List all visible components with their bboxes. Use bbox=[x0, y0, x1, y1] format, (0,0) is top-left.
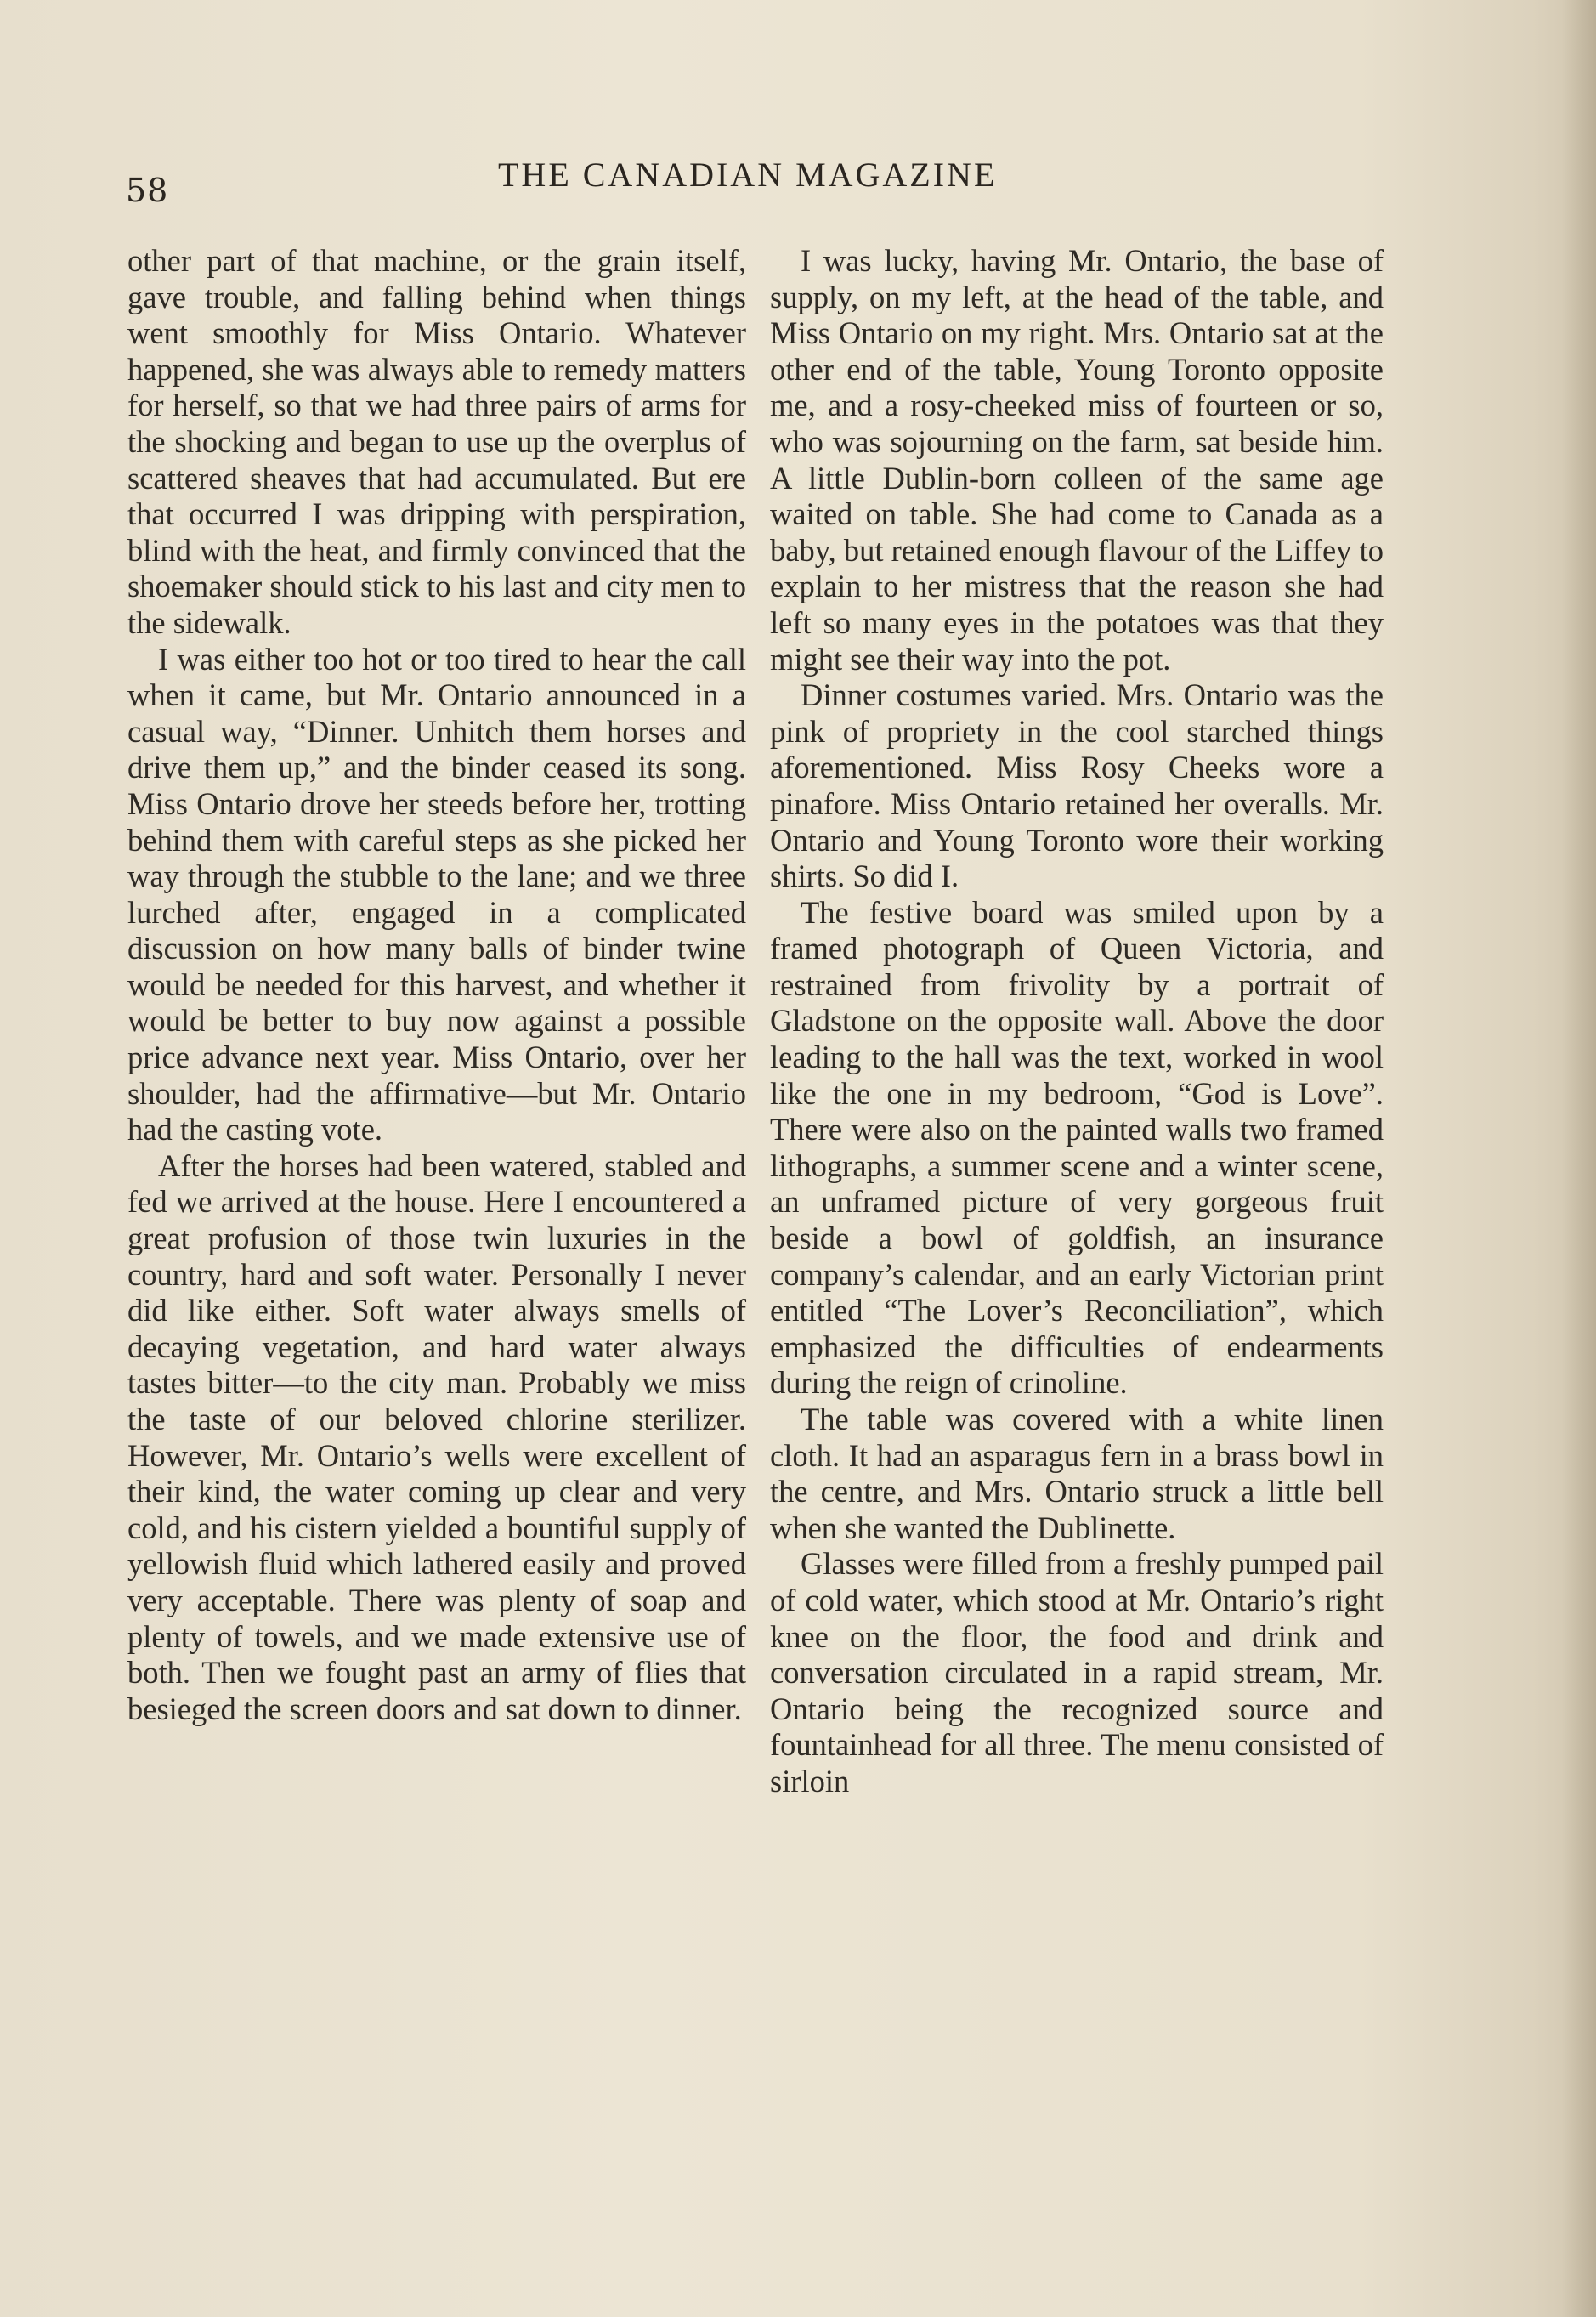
page-number: 58 bbox=[126, 172, 169, 209]
paragraph: Glasses were filled from a freshly pumped pail of cold water, which stood at Mr. Ontario’s right knee on the floor, the food and drink and conversation circulated in a rapid stream, Mr. Ontario being the recognized source and fountainhead for all three. The menu consisted of sirloin bbox=[770, 1546, 1384, 1799]
paragraph: other part of that machine, or the grain itself, gave trouble, and falling behind when things went smoothly for Miss Ontario. Whatever happened, she was always able to remedy matters for herself, so that we had three pairs of arms for the shocking and began to use up the overplus of scattered sheaves that had accumulated. But ere that occurred I was dripping with perspiration, blind with the heat, and firmly convinced that the shoemaker should stick to his last and city men to the sidewalk. bbox=[127, 243, 746, 640]
paragraph: I was either too hot or too tired to hear the call when it came, but Mr. Ontario announced in a casual way, “Dinner. Unhitch them horses and drive them up,” and the binder ceased its song. Miss Ontario drove her steeds before her, trotting behind them with careful steps as she picked her way through the stubble to the lane; and we three lurched after, engaged in a complicated discussion on how many balls of binder twine would be needed for this harvest, and whether it would be better to buy now against a possible price advance next year. Miss Ontario, over her shoulder, had the affirmative—but Mr. Ontario had the casting vote. bbox=[127, 641, 746, 1147]
page-spine-shadow bbox=[1562, 0, 1596, 2317]
paragraph: The festive board was smiled upon by a framed photograph of Queen Victoria, and restrained from frivolity by a portrait of Gladstone on the opposite wall. Above the door leading to the hall was the text, worked in wool like the one in my bedroom, “God is Love”. There were also on the painted walls two framed lithographs, a summer scene and a winter scene, an unframed picture of very gorgeous fruit beside a bowl of goldfish, an insurance company’s calendar, and an early Victorian print entitled “The Lover’s Reconciliation”, which emphasized the difficulties of endearments during the reign of crinoline. bbox=[770, 894, 1384, 1401]
paragraph: I was lucky, having Mr. Ontario, the base of supply, on my left, at the head of the table, and Miss Ontario on my right. Mrs. Ontario sat at the other end of the table, Young Toronto opposite me, and a rosy-cheeked miss of fourteen or so, who was sojourning on the farm, sat beside him. A little Dublin-born colleen of the same age waited on table. She had come to Canada as a baby, but retained enough flavour of the Liffey to explain to her mistress that the reason she had left so many eyes in the potatoes was that they might see their way into the pot. bbox=[770, 243, 1384, 677]
left-column bbox=[127, 243, 746, 1727]
running-head: THE CANADIAN MAGAZINE bbox=[498, 156, 998, 194]
paragraph: After the horses had been watered, stabled and fed we arrived at the house. Here I encountered a great profusion of those twin luxuries in the country, hard and soft water. Personally I never did like either. Soft water always smells of decaying vegetation, and hard water always tastes bitter—to the city man. Probably we miss the taste of our beloved chlorine sterilizer. However, Mr. Ontario’s wells were excellent of their kind, the water coming up clear and very cold, and his cistern yielded a bountiful supply of yellowish fluid which lathered easily and proved very acceptable. There was plenty of soap and plenty of towels, and we made extensive use of both. Then we fought past an army of flies that besieged the screen doors and sat down to dinner. bbox=[127, 1147, 746, 1726]
page-header bbox=[119, 155, 1411, 209]
paragraph: Dinner costumes varied. Mrs. Ontario was the pink of propriety in the cool starched things aforementioned. Miss Rosy Cheeks wore a pinafore. Miss Ontario retained her overalls. Mr. Ontario and Young Toronto wore their working shirts. So did I. bbox=[770, 677, 1384, 894]
paragraph: The table was covered with a white linen cloth. It had an asparagus fern in a brass bowl in the centre, and Mrs. Ontario struck a little bell when she wanted the Dublinette. bbox=[770, 1402, 1384, 1545]
right-column bbox=[770, 243, 1384, 1800]
